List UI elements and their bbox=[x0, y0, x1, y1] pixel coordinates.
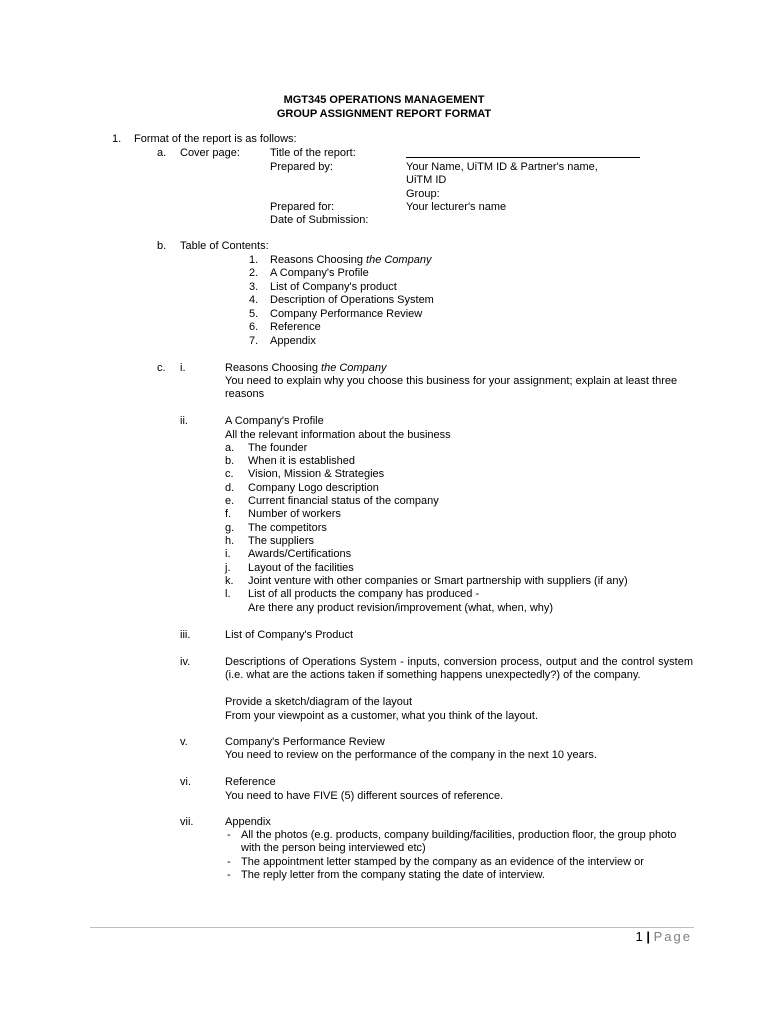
list-letter: a. bbox=[225, 442, 235, 454]
page-number: 1 bbox=[635, 929, 643, 944]
subsection-body: You need to explain why you choose this business for your assignment; explain at least three reasons bbox=[225, 375, 678, 401]
title-blank-line bbox=[406, 157, 640, 158]
toc-entry: Description of Operations System bbox=[270, 294, 434, 306]
roman-numeral: iii. bbox=[180, 629, 191, 641]
list-item: The suppliers bbox=[248, 535, 315, 547]
list-letter: g. bbox=[225, 522, 235, 534]
toc-entry: Reasons Choosing the Company bbox=[270, 254, 432, 266]
bullet-text: The appointment letter stamped by the company as an evidence of the interview or bbox=[241, 856, 644, 868]
cover-value: UiTM ID bbox=[406, 174, 447, 186]
list-item-continuation: Are there any product revision/improvement (what, when, why) bbox=[248, 602, 554, 614]
list-item: Company Logo description bbox=[248, 482, 379, 494]
list-item: Vision, Mission & Strategies bbox=[248, 468, 385, 480]
subsection-body: You need to have FIVE (5) different sources of reference. bbox=[225, 790, 504, 802]
list-letter: l. bbox=[225, 588, 231, 600]
page-label: Page bbox=[653, 929, 692, 944]
toc-number: 5. bbox=[249, 308, 259, 320]
dash-bullet: - bbox=[227, 856, 231, 868]
subsection-title: A Company's Profile bbox=[225, 415, 324, 427]
list-item: Awards/Certifications bbox=[248, 548, 352, 560]
section-number: 1. bbox=[112, 133, 122, 145]
cover-field: Date of Submission: bbox=[270, 214, 369, 226]
cover-field: Prepared by: bbox=[270, 161, 333, 173]
toc-number: 3. bbox=[249, 281, 259, 293]
cover-field: Title of the report: bbox=[270, 147, 356, 159]
section-heading: Format of the report is as follows: bbox=[134, 133, 297, 145]
list-item: Current financial status of the company bbox=[248, 495, 439, 507]
list-letter: k. bbox=[225, 575, 234, 587]
bullet-text: All the photos (e.g. products, company building/facilities, production floor, the group photo with the person being interviewed etc) bbox=[241, 829, 677, 855]
toc-number: 7. bbox=[249, 335, 259, 347]
list-item: Joint venture with other companies or Smart partnership with suppliers (if any) bbox=[248, 575, 628, 587]
subsection-title: List of Company's Product bbox=[225, 629, 354, 641]
toc-entry: Company Performance Review bbox=[270, 308, 423, 320]
list-letter: j. bbox=[225, 562, 231, 574]
roman-numeral: ii. bbox=[180, 415, 188, 427]
item-a-label: a. bbox=[157, 147, 167, 159]
toc-number: 2. bbox=[249, 267, 259, 279]
subsection-body: Descriptions of Operations System - inputs, conversion process, output and the control system (i.e. what are the actions taken if something happens unexpectedly?) of the company. bbox=[225, 656, 693, 682]
cover-field: Prepared for: bbox=[270, 201, 335, 213]
list-item: The competitors bbox=[248, 522, 327, 534]
list-letter: f. bbox=[225, 508, 232, 520]
toc-entry: A Company's Profile bbox=[270, 267, 369, 279]
dash-bullet: - bbox=[227, 869, 231, 881]
cover-value: Group: bbox=[406, 188, 440, 200]
dash-bullet: - bbox=[227, 829, 231, 841]
subsection-title: Reasons Choosing the Company bbox=[225, 362, 387, 374]
subsection-body-line: From your viewpoint as a customer, what you think of the layout. bbox=[225, 710, 539, 722]
document-subtitle: GROUP ASSIGNMENT REPORT FORMAT bbox=[276, 108, 492, 120]
list-item: Layout of the facilities bbox=[248, 562, 354, 574]
toc-number: 4. bbox=[249, 294, 259, 306]
list-letter: d. bbox=[225, 482, 235, 494]
toc-number: 6. bbox=[249, 321, 259, 333]
document-title: MGT345 OPERATIONS MANAGEMENT bbox=[283, 94, 485, 106]
subsection-intro: All the relevant information about the business bbox=[225, 429, 451, 441]
subsection-body: You need to review on the performance of the company in the next 10 years. bbox=[225, 749, 597, 761]
toc-number: 1. bbox=[249, 254, 259, 266]
footer-divider bbox=[90, 927, 694, 928]
list-letter: e. bbox=[225, 495, 235, 507]
page-footer bbox=[636, 930, 693, 943]
list-item: The founder bbox=[248, 442, 308, 454]
list-item: Number of workers bbox=[248, 508, 341, 520]
cover-value: Your lecturer's name bbox=[406, 201, 507, 213]
subsection-title: Appendix bbox=[225, 816, 271, 828]
roman-numeral: vi. bbox=[180, 776, 191, 788]
bullet-text: The reply letter from the company stating the date of interview. bbox=[241, 869, 545, 881]
roman-numeral: iv. bbox=[180, 656, 191, 668]
list-item: List of all products the company has produced - bbox=[248, 588, 480, 600]
page-separator: | bbox=[646, 929, 650, 944]
toc-entry: List of Company's product bbox=[270, 281, 397, 293]
list-letter: c. bbox=[225, 468, 234, 480]
roman-numeral: v. bbox=[180, 736, 188, 748]
list-letter: h. bbox=[225, 535, 235, 547]
item-b-label: b. bbox=[157, 240, 167, 252]
roman-numeral: i. bbox=[180, 362, 186, 374]
item-c-label: c. bbox=[157, 362, 166, 374]
subsection-title: Company's Performance Review bbox=[225, 736, 385, 748]
toc-entry: Appendix bbox=[270, 335, 316, 347]
cover-value: Your Name, UiTM ID & Partner's name, bbox=[406, 161, 598, 173]
roman-numeral: vii. bbox=[180, 816, 194, 828]
list-letter: i. bbox=[225, 548, 231, 560]
list-item: When it is established bbox=[248, 455, 355, 467]
subsection-body-line: Provide a sketch/diagram of the layout bbox=[225, 696, 413, 708]
toc-entry: Reference bbox=[270, 321, 321, 333]
list-letter: b. bbox=[225, 455, 235, 467]
item-a-title: Cover page: bbox=[180, 147, 240, 159]
item-b-title: Table of Contents: bbox=[180, 240, 269, 252]
subsection-title: Reference bbox=[225, 776, 276, 788]
